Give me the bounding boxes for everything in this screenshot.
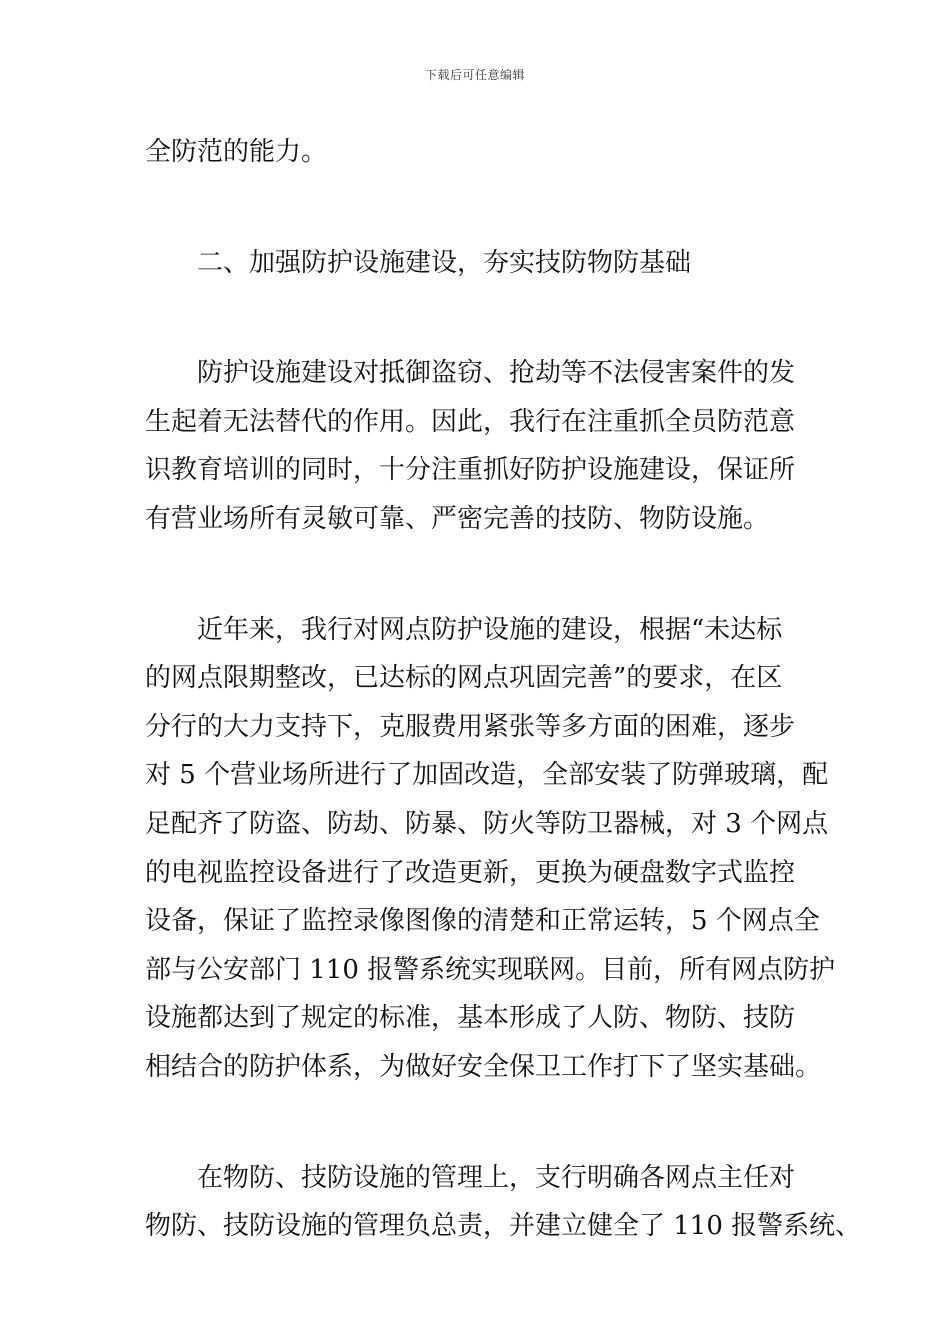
text-line: 近年来，我行对网点防护设施的建设，根据“未达标 <box>197 614 783 645</box>
text-line: 设施都达到了规定的标准，基本形成了人防、物防、技防 <box>145 1003 796 1034</box>
text-line: 二、加强防护设施建设，夯实技防物防基础 <box>197 247 692 278</box>
text-line: 在物防、技防设施的管理上，支行明确各网点主任对 <box>197 1162 796 1193</box>
text-line: 的电视监控设备进行了改造更新，更换为硬盘数字式监控 <box>145 857 796 888</box>
paragraph-management <box>145 1154 862 1251</box>
text-line: 足配齐了防盗、防劫、防暴、防火等防卫器械，对 3 个网点 <box>145 808 829 839</box>
text-line: 防护设施建设对抵御盗窃、抢劫等不法侵害案件的发 <box>197 358 796 389</box>
paragraph-continuation <box>145 128 817 177</box>
paragraph-recent-years <box>145 606 836 1092</box>
paragraph-gap <box>145 177 817 239</box>
text-line: 分行的大力支持下，克服费用紧张等多方面的困难，逐步 <box>145 711 796 742</box>
page-header: 下载后可任意编辑 <box>424 68 525 82</box>
text-line: 物防、技防设施的管理负总责，并建立健全了 110 报警系统、 <box>145 1211 862 1242</box>
text-line: 的网点限期整改，已达标的网点巩固完善”的要求，在区 <box>145 663 783 694</box>
section-heading <box>145 239 817 288</box>
paragraph-facilities <box>145 349 817 543</box>
text-line: 对 5 个营业场所进行了加固改造，全部安装了防弹玻璃，配 <box>145 760 829 791</box>
text-line: 有营业场所有灵敏可靠、严密完善的技防、物防设施。 <box>145 503 770 534</box>
paragraph-gap <box>145 287 817 349</box>
text-line: 部与公安部门 110 报警系统实现联网。目前，所有网点防护 <box>145 954 836 985</box>
text-line: 识教育培训的同时，十分注重抓好防护设施建设，保证所 <box>145 455 796 486</box>
text-line: 生起着无法替代的作用。因此，我行在注重抓全员防范意 <box>145 406 796 437</box>
paragraph-gap <box>145 1092 817 1154</box>
document-body <box>145 128 862 1251</box>
text-line: 设备，保证了监控录像图像的清楚和正常运转，5 个网点全 <box>145 906 820 937</box>
text-line: 全防范的能力。 <box>145 137 328 167</box>
text-line: 相结合的防护体系，为做好安全保卫工作打下了坚实基础。 <box>145 1051 822 1082</box>
paragraph-gap <box>145 544 817 606</box>
